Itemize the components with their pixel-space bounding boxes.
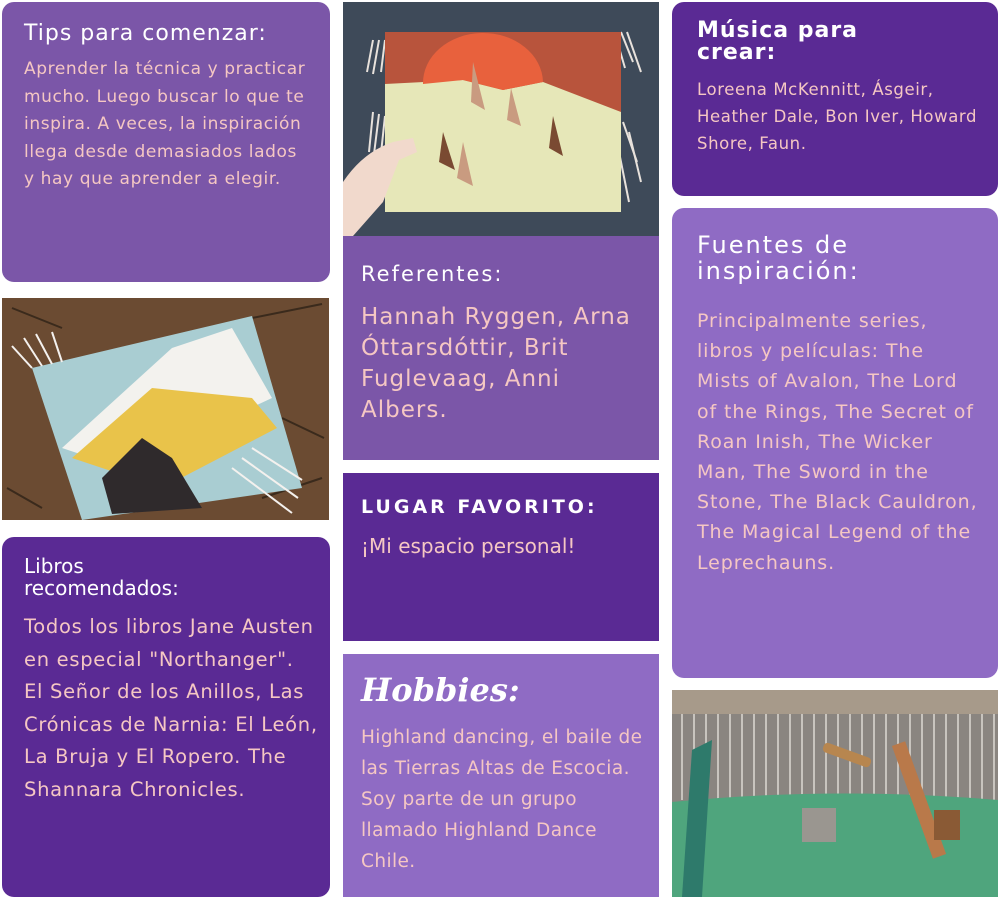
hobbies-title: Hobbies: [361,671,520,709]
lugar-body: ¡Mi espacio personal! [361,534,576,558]
lugar-card [343,473,659,641]
musica-card [672,2,998,196]
woven-rug-mountains-photo [2,298,329,520]
libros-body: Todos los libros Jane Austen en especial "Northanger". El Señor de los Anillos, Las Crónicas de Narnia: El León, La Bruja y El Ropero. The Shannara Chronicles. [24,615,318,801]
referentes-card [343,236,659,460]
libros-title: Libros recomendados: [24,554,179,600]
tips-title: Tips para comenzar: [24,21,267,46]
woven-rug-sunset-photo [343,2,659,236]
loom-weaving-photo [672,690,998,897]
tips-card [2,2,330,282]
tips-body: Aprender la técnica y practicar mucho. Luego buscar lo que te inspira. A veces, la inspiración llega desde demasiados lados y hay que aprender a elegir. [24,59,306,189]
hobbies-card [343,654,659,897]
libros-card [2,537,330,897]
musica-body: Loreena McKennitt, Ásgeir, Heather Dale, Bon Iver, Howard Shore, Faun. [697,80,978,153]
fuentes-card [672,208,998,678]
hobbies-body: Highland dancing, el baile de las Tierras Altas de Escocia. Soy parte de un grupo llamado Highland Dance Chile. [361,727,643,872]
referentes-title: Referentes: [361,262,504,286]
lugar-title: LUGAR FAVORITO: [361,496,598,518]
fuentes-body: Principalmente series, libros y películas: The Mists of Avalon, The Lord of the Rings, The Secret of Roan Inish, The Wicker Man, The Sword in the Stone, The Black Cauldron, The Magical Legend of the Leprechauns. [697,310,978,574]
fuentes-title: Fuentes de inspiración: [697,231,860,285]
musica-title: Música para crear: [697,18,859,65]
referentes-body: Hannah Ryggen, Arna Óttarsdóttir, Brit Fuglevaag, Anni Albers. [361,304,631,423]
